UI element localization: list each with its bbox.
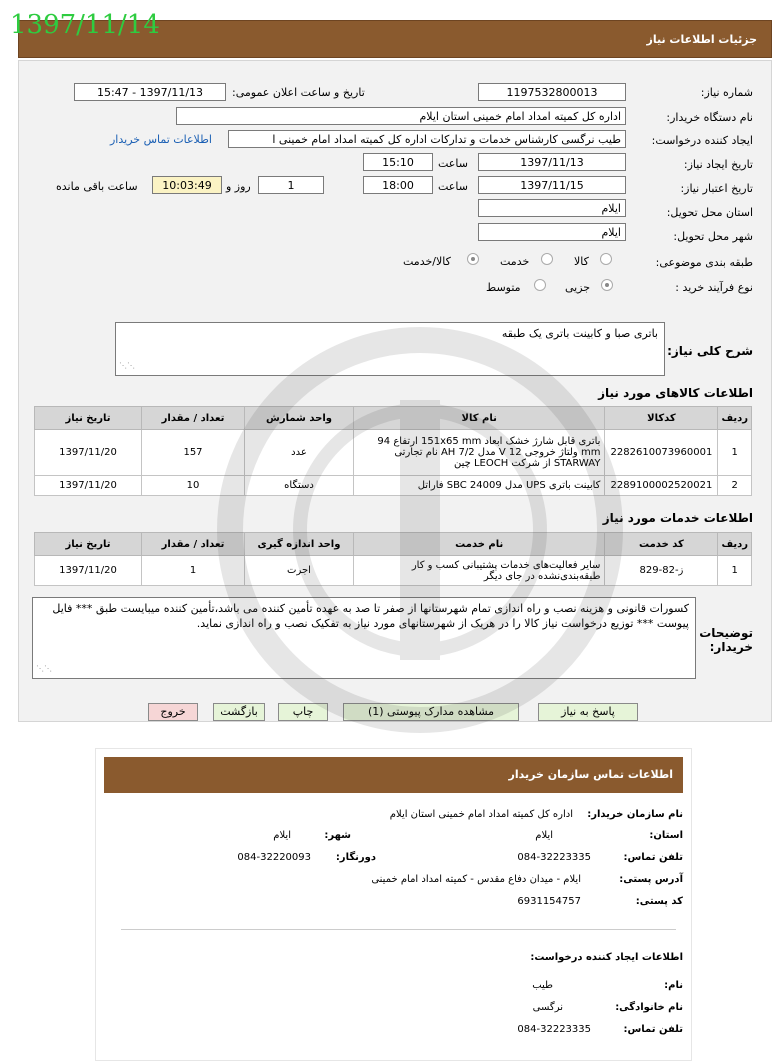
goods-col-row: ردیف (718, 407, 752, 430)
services-col-name: نام خدمت (354, 533, 605, 556)
goods-row-code: 2282610073960001 (605, 430, 718, 476)
goods-row-name: باتری قابل شارژ خشک ابعاد 151x65 mm ارتفاع 94 mm ولتاژ خروجی 12 V مدل AH 7/2 نام تجارتی STARWAY از شرکت LEOCH چین (354, 430, 605, 476)
category-radio-goods[interactable] (600, 253, 612, 265)
buyer-contact-link-text[interactable]: اطلاعات تماس خریدار (110, 133, 212, 146)
print-button[interactable]: چاپ (278, 703, 328, 721)
contact-address-value: ایلام - میدان دفاع مقدس - کمیته امداد امام خمینی (371, 874, 581, 885)
goods-row-code: 2289100002520021 (605, 476, 718, 496)
created-date-label: تاریخ ایجاد نیاز: (683, 158, 753, 171)
category-radio-goods-service[interactable] (467, 253, 479, 265)
days-and-label: روز و (226, 180, 251, 193)
goods-row-date: 1397/11/20 (35, 476, 142, 496)
notes-label: توضیحات خریدار: (699, 626, 753, 654)
creator-section-title: اطلاعات ایجاد کننده درخواست: (530, 952, 683, 963)
services-row-index: 1 (718, 556, 752, 586)
province-label: استان محل تحویل: (666, 206, 753, 219)
goods-col-name: نام کالا (354, 407, 605, 430)
goods-col-unit: واحد شمارش (245, 407, 354, 430)
contact-province-value: ایلام (535, 830, 553, 841)
category-option-service: خدمت (500, 255, 530, 268)
created-date-field[interactable]: 1397/11/13 (478, 153, 626, 171)
creator-first-name-label: نام: (664, 980, 683, 991)
need-number-label: شماره نیاز: (700, 86, 753, 99)
process-radio-minor[interactable] (601, 279, 613, 291)
goods-col-code: کدکالا (605, 407, 718, 430)
goods-row-index: 2 (718, 476, 752, 496)
resize-grip-icon: ⋰⋰ (36, 664, 52, 673)
summary-label: شرح کلی نیاز: (667, 344, 753, 358)
category-label: طبقه بندی موضوعی: (655, 256, 753, 269)
date-stamp: 1397/11/14 (10, 10, 160, 40)
created-time-field[interactable]: 15:10 (363, 153, 433, 171)
attachments-button[interactable]: مشاهده مدارک پیوستی (1) (343, 703, 519, 721)
goods-row-name: کابینت باتری UPS مدل SBC 24009 فاراتل (354, 476, 605, 496)
category-option-goods: کالا (574, 255, 589, 268)
contact-province-label: استان: (649, 830, 683, 841)
services-col-unit: واحد اندازه گیری (245, 533, 354, 556)
goods-section-title: اطلاعات کالاهای مورد نیاز (598, 386, 753, 400)
buyer-contact-link[interactable] (110, 133, 212, 146)
creator-phone-label: تلفن تماس: (623, 1024, 683, 1035)
buyer-field[interactable]: اداره کل کمیته امداد امام خمینی استان ایلام (176, 107, 626, 125)
validity-label: تاریخ اعتبار نیاز: (680, 182, 753, 195)
validity-time-label: ساعت (438, 180, 468, 193)
process-option-medium: متوسط (486, 281, 521, 294)
creator-last-name-label: نام خانوادگی: (615, 1002, 683, 1013)
table-row[interactable] (35, 476, 752, 496)
summary-text: باتری صبا و کابینت باتری یک طبقه (501, 327, 658, 340)
category-option-goods-service: کالا/خدمت (403, 255, 451, 268)
province-field[interactable]: ایلام (478, 199, 626, 217)
contact-postal-value: 6931154757 (517, 896, 581, 907)
creator-first-name-value: طیب (532, 980, 553, 991)
goods-col-qty: تعداد / مقدار (142, 407, 245, 430)
services-row-date: 1397/11/20 (35, 556, 142, 586)
need-number-field[interactable]: 1197532800013 (478, 83, 626, 101)
goods-row-qty: 10 (142, 476, 245, 496)
process-radio-medium[interactable] (534, 279, 546, 291)
services-header-row (35, 533, 752, 556)
table-row[interactable] (35, 556, 752, 586)
goods-row-date: 1397/11/20 (35, 430, 142, 476)
contact-card-header (104, 757, 683, 793)
notes-text: کسورات قانونی و هزینه نصب و راه اندازی تمام شهرستانها از صفر تا صد به عهده تأمین کننده می باشد،تأمین کننده میبایست طبق *** فایل پیوست *** توزیع درخواست نیاز کالا را در هریک از شهرستانهای مورد نیاز به تفکیک نصب و راه اندازی نماید. (52, 602, 689, 630)
resize-grip-icon: ⋰⋰ (119, 361, 135, 370)
services-section-title: اطلاعات خدمات مورد نیاز (602, 511, 753, 525)
contact-phone-value: 084-32223335 (517, 852, 591, 863)
services-col-code: کد خدمت (605, 533, 718, 556)
services-row-code: ز-82-829 (605, 556, 718, 586)
goods-header-row (35, 407, 752, 430)
validity-date-field[interactable]: 1397/11/15 (478, 176, 626, 194)
creator-last-name-value: نرگسی (532, 1002, 563, 1013)
notes-textarea[interactable] (32, 597, 696, 679)
category-radio-service[interactable] (541, 253, 553, 265)
goods-row-unit: دستگاه (245, 476, 354, 496)
city-field[interactable]: ایلام (478, 223, 626, 241)
exit-button[interactable]: خروج (148, 703, 198, 721)
contact-fax-label: دورنگار: (335, 852, 376, 863)
creator-phone-value: 084-32223335 (517, 1024, 591, 1035)
creator-label: ایجاد کننده درخواست: (651, 134, 753, 147)
services-row-unit: اجرت (245, 556, 354, 586)
divider (121, 929, 676, 930)
org-label: نام سازمان خریدار: (587, 809, 683, 820)
services-col-row: ردیف (718, 533, 752, 556)
remaining-field: 10:03:49 (152, 176, 222, 194)
table-row[interactable] (35, 430, 752, 476)
creator-field[interactable]: طیب نرگسی کارشناس خدمات و تدارکات اداره کل کمیته امداد امام خمینی ا (228, 130, 626, 148)
announce-field[interactable]: 1397/11/13 - 15:47 (74, 83, 226, 101)
contact-address-label: آدرس پستی: (619, 874, 683, 885)
contact-card-title: اطلاعات تماس سازمان خریدار (508, 768, 673, 781)
page-title: جزئیات اطلاعات نیاز (646, 33, 757, 46)
goods-row-index: 1 (718, 430, 752, 476)
contact-postal-label: کد پستی: (635, 896, 683, 907)
buyer-label: نام دستگاه خریدار: (666, 111, 753, 124)
back-button[interactable]: بازگشت (213, 703, 265, 721)
days-field[interactable]: 1 (258, 176, 324, 194)
summary-textarea[interactable] (115, 322, 665, 376)
services-table (34, 532, 752, 586)
goods-row-qty: 157 (142, 430, 245, 476)
services-col-date: تاریخ نیاز (35, 533, 142, 556)
services-col-qty: تعداد / مقدار (142, 533, 245, 556)
services-row-qty: 1 (142, 556, 245, 586)
contact-phone-label: تلفن تماس: (623, 852, 683, 863)
contact-city-value: ایلام (273, 830, 291, 841)
city-label: شهر محل تحویل: (673, 230, 753, 243)
contact-fax-value: 084-32220093 (237, 852, 311, 863)
reply-button[interactable]: پاسخ به نیاز (538, 703, 638, 721)
goods-col-date: تاریخ نیاز (35, 407, 142, 430)
goods-table (34, 406, 752, 496)
announce-label: تاریخ و ساعت اعلان عمومی: (232, 86, 365, 99)
process-label: نوع فرآیند خرید : (675, 281, 753, 294)
contact-city-label: شهر: (324, 830, 351, 841)
process-option-minor: جزیی (565, 281, 591, 294)
validity-time-field[interactable]: 18:00 (363, 176, 433, 194)
created-time-label: ساعت (438, 157, 468, 170)
services-row-name: سایر فعالیت‌های خدمات پشتیبانی کسب و کار طبقه‌بندی‌نشده در جای دیگر (354, 556, 605, 586)
goods-row-unit: عدد (245, 430, 354, 476)
contact-card (95, 748, 692, 1061)
remaining-label: ساعت باقی مانده (56, 180, 138, 193)
org-value: اداره کل کمیته امداد امام خمینی استان ایلام (389, 809, 573, 820)
